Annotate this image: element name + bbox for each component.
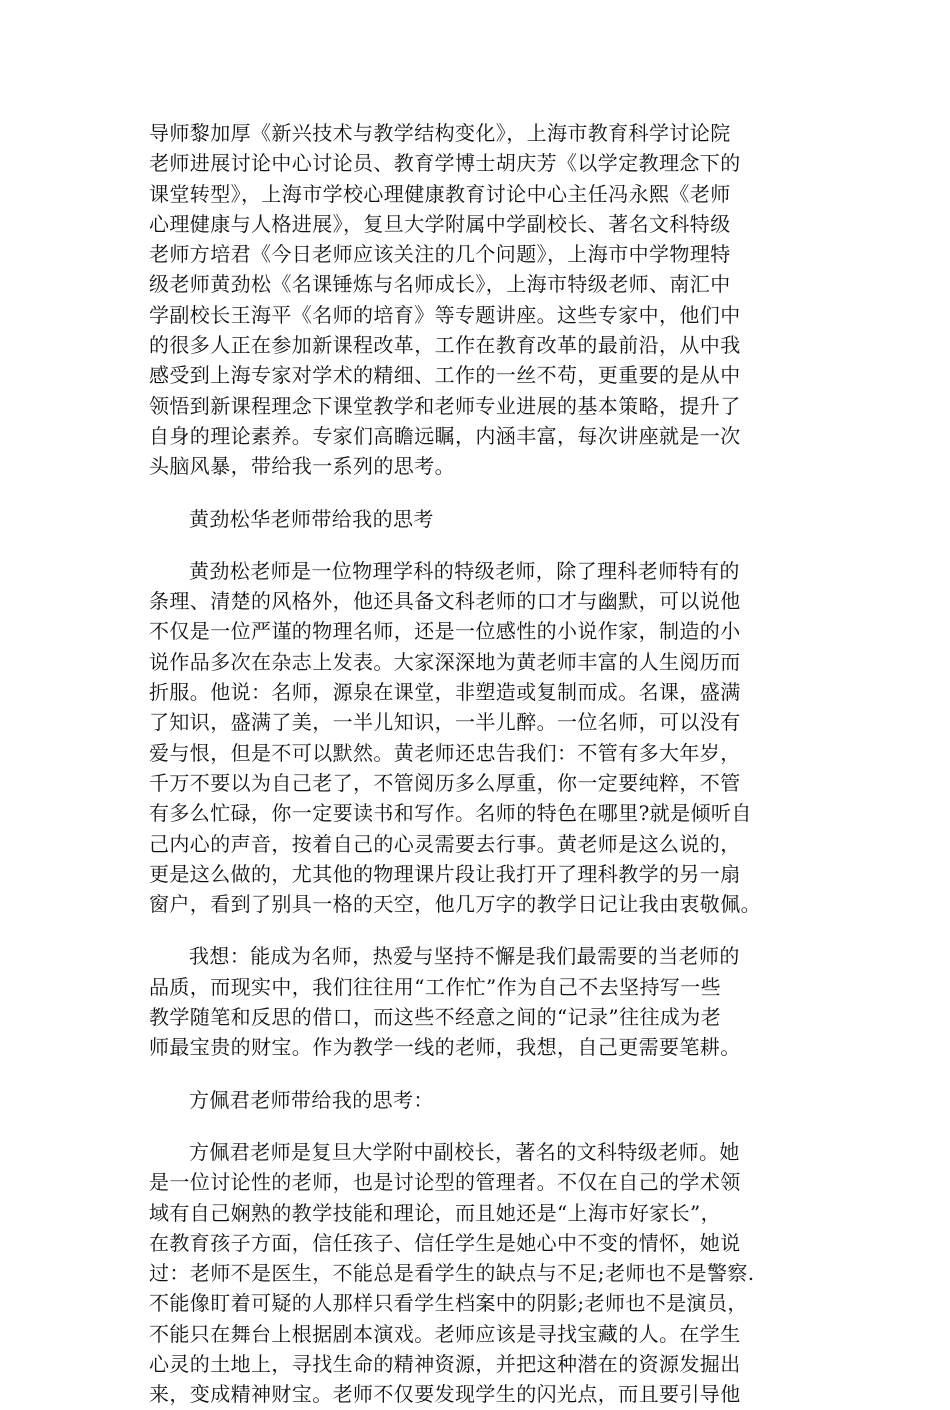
text-line: 有多么忙碌，你一定要读书和写作。名师的特色在哪里?就是倾听自 [149, 801, 752, 826]
text-line: 域有自己娴熟的教学技能和理论，而且她还是“上海市好家长”， [149, 1200, 722, 1225]
text-line: 的很多人正在参加新课程改革，工作在教育改革的最前沿，从中我 [149, 333, 741, 358]
text-line: 折服。他说：名师，源泉在课堂，非塑造或复制而成。名课，盛满 [149, 680, 741, 705]
text-line: 导师黎加厚《新兴技术与教学结构变化》，上海市教育科学讨论院 [149, 121, 731, 145]
paragraph-lectures-intro [149, 118, 809, 482]
text-line: 品质，而现实中，我们往往用“工作忙”作为自己不去坚持写一些 [149, 974, 722, 999]
paragraph-gap [149, 534, 809, 556]
paragraph-gap [149, 482, 809, 504]
text-line: 学副校长王海平《名师的培育》等专题讲座。这些专家中，他们中 [149, 302, 741, 327]
text-line: 感受到上海专家对学术的精细、工作的一丝不苟，更重要的是从中 [149, 363, 741, 388]
text-line: 黄劲松老师是一位物理学科的特级老师，除了理科老师特有的 [189, 558, 740, 583]
text-line: 头脑风暴，带给我一系列的思考。 [149, 454, 455, 479]
paragraph-gap [149, 919, 809, 941]
text-line: 我想：能成为名师，热爱与坚持不懈是我们最需要的当老师的 [189, 944, 740, 969]
paragraph-reflection [149, 941, 809, 1062]
section-heading-fang: 方佩君老师带给我的思考： [189, 1087, 434, 1112]
text-line: 老师进展讨论中心讨论员、教育学博士胡庆芳《以学定教理念下的 [149, 151, 741, 176]
text-line: 师最宝贵的财宝。作为教学一线的老师，我想，自己更需要笔耕。 [149, 1035, 741, 1060]
text-line: 不仅是一位严谨的物理名师，还是一位感性的小说作家，制造的小 [149, 619, 741, 644]
text-line: 爱与恨，但是不可以默然。黄老师还忠告我们：不管有多大年岁， [149, 740, 741, 765]
text-line: 更是这么做的，尤其他的物理课片段让我打开了理科教学的另一扇 [149, 861, 741, 886]
text-line: 在教育孩子方面，信任孩子、信任学生是她心中不变的情怀，她说 [149, 1230, 741, 1255]
text-line: 自身的理论素养。专家们高瞻远瞩，内涵丰富，每次讲座就是一次 [149, 423, 741, 448]
text-line: 级老师黄劲松《名课锤炼与名师成长》，上海市特级老师、南汇中 [149, 272, 731, 297]
text-line: 过：老师不是医生，不能总是看学生的缺点与不足;老师也不是警察. [149, 1261, 755, 1286]
text-line: 千万不要以为自己老了，不管阅历多么厚重，你一定要纯粹，不管 [149, 770, 741, 795]
paragraph-gap [149, 1115, 809, 1137]
section-heading-huang: 黄劲松华老师带给我的思考 [189, 506, 434, 531]
text-line: 方佩君老师是复旦大学附中副校长，著名的文科特级老师。她 [189, 1139, 740, 1164]
document-body [149, 118, 809, 1410]
text-line: 心理健康与人格进展》，复旦大学附属中学副校长、著名文科特级 [149, 211, 731, 236]
text-line: 己内心的声音，按着自己的心灵需要去行事。黄老师是这么说的， [149, 831, 741, 856]
text-line: 来，变成精神财宝。老师不仅要发现学生的闪光点，而且要引导他 [149, 1382, 741, 1407]
text-line: 不能只在舞台上根据剧本演戏。老师应该是寻找宝藏的人。在学生 [149, 1321, 741, 1346]
text-line: 是一位讨论性的老师，也是讨论型的管理者。不仅在自己的学术领 [149, 1170, 741, 1195]
text-line: 了知识，盛满了美，一半儿知识，一半儿醉。一位名师，可以没有 [149, 710, 741, 735]
text-line: 教学随笔和反思的借口，而这些不经意之间的“记录”往往成为老 [149, 1005, 722, 1030]
text-line: 老师方培君《今日老师应该关注的几个问题》，上海市中学物理特 [149, 242, 731, 267]
paragraph-huang [149, 556, 809, 920]
text-line: 说作品多次在杂志上发表。大家深深地为黄老师丰富的人生阅历而 [149, 649, 741, 674]
text-line: 条理、清楚的风格外，他还具备文科老师的口才与幽默，可以说他 [149, 589, 741, 614]
text-line: 领悟到新课程理念下课堂教学和老师专业进展的基本策略，提升了 [149, 393, 741, 418]
paragraph-fang [149, 1137, 809, 1410]
text-line: 心灵的土地上，寻找生命的精神资源，并把这种潜在的资源发掘出 [149, 1351, 741, 1376]
text-line: 窗户，看到了别具一格的天空，他几万字的教学日记让我由衷敬佩。 [149, 892, 761, 917]
text-line: 不能像盯着可疑的人那样只看学生档案中的阴影;老师也不是演员， [149, 1291, 748, 1316]
text-line: 课堂转型》，上海市学校心理健康教育讨论中心主任冯永熙《老师 [149, 181, 731, 206]
paragraph-gap [149, 1063, 809, 1085]
